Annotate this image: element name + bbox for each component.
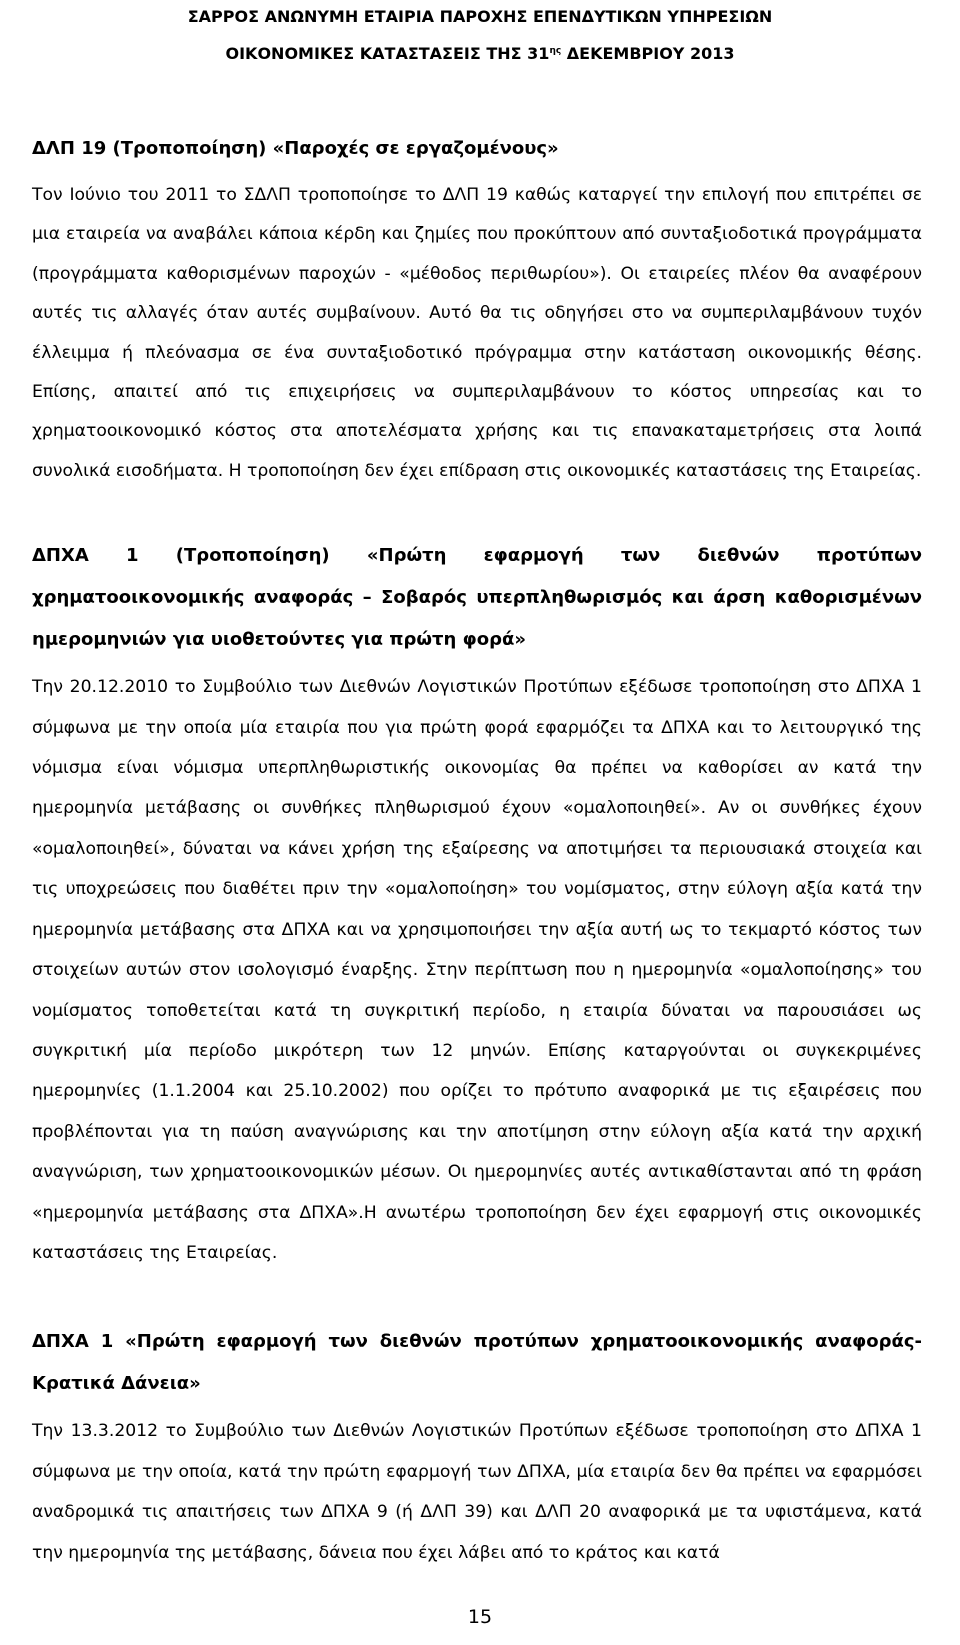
- statements-title-prefix: ΟΙΚΟΝΟΜΙΚΕΣ ΚΑΤΑΣΤΑΣΕΙΣ ΤΗΣ 31: [225, 44, 550, 63]
- company-name: ΣΑΡΡΟΣ ΑΝΩΝΥΜΗ ΕΤΑΙΡΙΑ ΠΑΡΟΧΗΣ ΕΠΕΝΔΥΤΙΚΩΝ ΥΠΗΡΕΣΙΩΝ: [187, 7, 773, 26]
- section-body-ias19: Τον Ιούνιο του 2011 το ΣΔΛΠ τροποποίησε το ΔΛΠ 19 καθώς καταργεί την επιλογή που επιτρέπει σε μια εταιρεία να αναβάλει κάποια κέρδη και ζημίες που προκύπτουν από συνταξιοδοτικά προγράμματα (προγράμματα καθορισμένων παροχών - «μέθοδος περιθωρίου»). Οι εταιρείες πλέον θα αναφέρουν αυτές τις αλλαγές όταν αυτές συμβαίνουν. Αυτό θα τις οδηγήσει στο να συμπεριλαμβάνουν τυχόν έλλειμμα ή πλεόνασμα σε ένα συνταξιοδοτικό πρόγραμμα στην κατάσταση οικονομικής θέσης. Επίσης, απαιτεί από τις επιχειρήσεις να συμπεριλαμβάνουν το κόστος υπηρεσίας και το χρηματοοικονομικό κόστος στα αποτελέσματα χρήσης και τις επανακαταμετρήσεις στα λοιπά συνολικά εισοδήματα. Η τροποποίηση δεν έχει επίδραση στις οικονομικές καταστάσεις της Εταιρείας.: [32, 185, 922, 481]
- document-body: [32, 112, 922, 1573]
- section-body-ifrs1-hyperinflation: Την 20.12.2010 το Συμβούλιο των Διεθνών Λογιστικών Προτύπων εξέδωσε τροποποίηση στο ΔΠΧΑ 1 σύμφωνα με την οποία μία εταιρία που για πρώτη φορά εφαρμόζει τα ΔΠΧΑ και το λειτουργικό της νόμισμα είναι νόμισμα υπερπληθωριστικής οικονομίας θα πρέπει να καθορίσει αν κατά την ημερομηνία μετάβασης οι συνθήκες πληθωρισμού έχουν «ομαλοποιηθεί». Αν οι συνθήκες έχουν «ομαλοποιηθεί», δύναται να κάνει χρήση της εξαίρεσης να αποτιμήσει τα περιουσιακά στοιχεία και τις υποχρεώσεις που διαθέτει πριν την «ομαλοποίηση» του νομίσματος, στην εύλογη αξία κατά την ημερομηνία μετάβασης στα ΔΠΧΑ και να χρησιμοποιήσει την αξία αυτή ως το τεκμαρτό κόστος των στοιχείων αυτών στον ισολογισμό έναρξης. Στην περίπτωση που η ημερομηνία «ομαλοποίησης» του νομίσματος τοποθετείται κατά τη συγκριτική περίοδο, η εταιρία δύναται να παρουσιάσει ως συγκριτική μία περίοδο μικρότερη των 12 μηνών. Επίσης καταργούνται οι συγκεκριμένες ημερομηνίες (1.1.2004 και 25.10.2002) που ορίζει το πρότυπο αναφορικά με τις εξαιρέσεις που προβλέπονται για τη παύση αναγνώρισης και την αποτίμηση στην εύλογη αξία κατά την αρχική αναγνώριση, των χρηματοοικονομικών μέσων. Οι ημερομηνίες αυτές αντικαθίστανται από τη φράση «ημερομηνία μετάβασης στα ΔΠΧΑ».Η ανωτέρω τροποποίηση δεν έχει εφαρμογή στις οικονομικές καταστάσεις της Εταιρείας.: [32, 677, 922, 1263]
- statements-title: [226, 44, 735, 63]
- section-heading-ifrs1-hyperinflation: ΔΠΧΑ 1 (Τροποποίηση) «Πρώτη εφαρμογή των διεθνών προτύπων χρηματοοικονομικής αναφοράς – Σοβαρός υπερπληθωρισμός και άρση καθορισμένων ημερομηνιών για υιοθετούντες για πρώτη φορά»: [32, 545, 922, 651]
- statements-title-superscript: ης: [549, 46, 562, 56]
- statements-title-suffix: ΔΕΚΕΜΒΡΙΟΥ 2013: [561, 44, 735, 63]
- section-heading-ias19: ΔΛΠ 19 (Τροποποίηση) «Παροχές σε εργαζομένους»: [32, 138, 559, 159]
- page-header: [0, 0, 960, 71]
- section-body-ifrs1-government-loans: Την 13.3.2012 το Συμβούλιο των Διεθνών Λογιστικών Προτύπων εξέδωσε τροποποίηση στο ΔΠΧΑ 1 σύμφωνα με την οποία, κατά την πρώτη εφαρμογή των ΔΠΧΑ, μία εταιρία δεν θα πρέπει να εφαρμόσει αναδρομικά τις απαιτήσεις των ΔΠΧΑ 9 (ή ΔΛΠ 39) και ΔΛΠ 20 αναφορικά με τα υφιστάμενα, κατά την ημερομηνία της μετάβασης, δάνεια που έχει λάβει από το κράτος και κατά: [32, 1421, 922, 1563]
- section-heading-ifrs1-government-loans: ΔΠΧΑ 1 «Πρώτη εφαρμογή των διεθνών προτύπων χρηματοοικονομικής αναφοράς- Κρατικά Δάνεια»: [32, 1331, 922, 1395]
- page-number: 15: [467, 1606, 493, 1628]
